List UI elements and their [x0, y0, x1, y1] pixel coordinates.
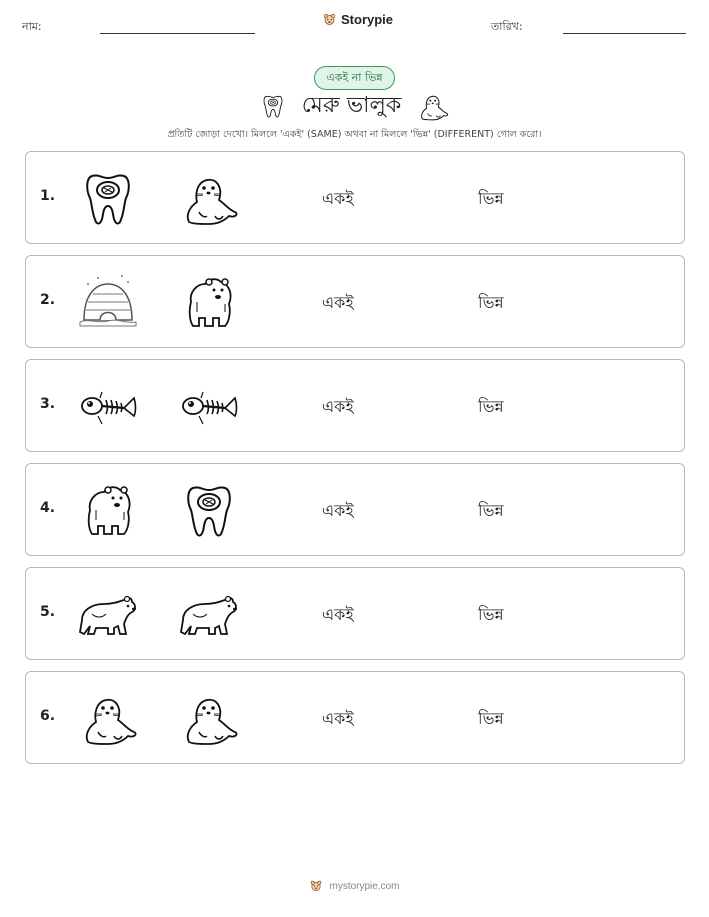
question-row	[25, 151, 685, 244]
bear-front-icon	[179, 272, 239, 332]
date-line[interactable]	[563, 33, 686, 34]
option-same[interactable]: একই	[322, 293, 354, 312]
question-row	[25, 567, 685, 660]
tooth-icon	[179, 480, 239, 540]
option-different[interactable]: ভিন্ন	[478, 501, 504, 520]
question-number: 2.	[40, 292, 56, 308]
seal-icon	[179, 688, 239, 748]
activity-badge: একই না ভিন্ন	[314, 66, 395, 90]
bear-logo-icon	[309, 879, 323, 893]
question-number: 3.	[40, 396, 56, 412]
brand-logo	[322, 12, 393, 27]
option-same[interactable]: একই	[322, 397, 354, 416]
bear-logo-icon	[322, 12, 337, 27]
date-label: তারিখ:	[491, 20, 523, 33]
question-number: 6.	[40, 708, 56, 724]
option-different[interactable]: ভিন্ন	[478, 293, 504, 312]
option-same[interactable]: একই	[322, 709, 354, 728]
bear-walk-icon	[179, 584, 239, 644]
seal-icon	[78, 688, 138, 748]
option-different[interactable]: ভিন্ন	[478, 709, 504, 728]
option-same[interactable]: একই	[322, 501, 354, 520]
bear-front-icon	[78, 480, 138, 540]
instructions: প্রতিটি জোড়া দেখো। মিললে 'একই' (SAME) অথবা না মিললে 'ভিন্ন' (DIFFERENT) গোল করো।	[167, 129, 542, 140]
seal-icon	[417, 90, 449, 122]
bear-walk-icon	[78, 584, 138, 644]
tooth-icon	[260, 93, 286, 119]
question-number: 4.	[40, 500, 56, 516]
brand-name: Storypie	[341, 12, 394, 27]
footer	[0, 879, 709, 893]
option-different[interactable]: ভিন্ন	[478, 397, 504, 416]
seal-icon	[179, 168, 239, 228]
footer-url[interactable]: mystorypie.com	[329, 880, 400, 892]
question-row	[25, 359, 685, 452]
name-line[interactable]	[100, 33, 255, 34]
question-row	[25, 255, 685, 348]
fishbone-icon	[78, 376, 138, 436]
question-row	[25, 463, 685, 556]
question-row	[25, 671, 685, 764]
tooth-icon	[78, 168, 138, 228]
question-number: 1.	[40, 188, 56, 204]
option-same[interactable]: একই	[322, 605, 354, 624]
option-different[interactable]: ভিন্ন	[478, 189, 504, 208]
option-same[interactable]: একই	[322, 189, 354, 208]
title-row	[0, 88, 709, 124]
question-number: 5.	[40, 604, 56, 620]
igloo-icon	[78, 272, 138, 332]
option-different[interactable]: ভিন্ন	[478, 605, 504, 624]
name-label: নাম:	[22, 20, 42, 33]
fishbone-icon	[179, 376, 239, 436]
page-title: মেরু ভালুক	[301, 92, 402, 118]
